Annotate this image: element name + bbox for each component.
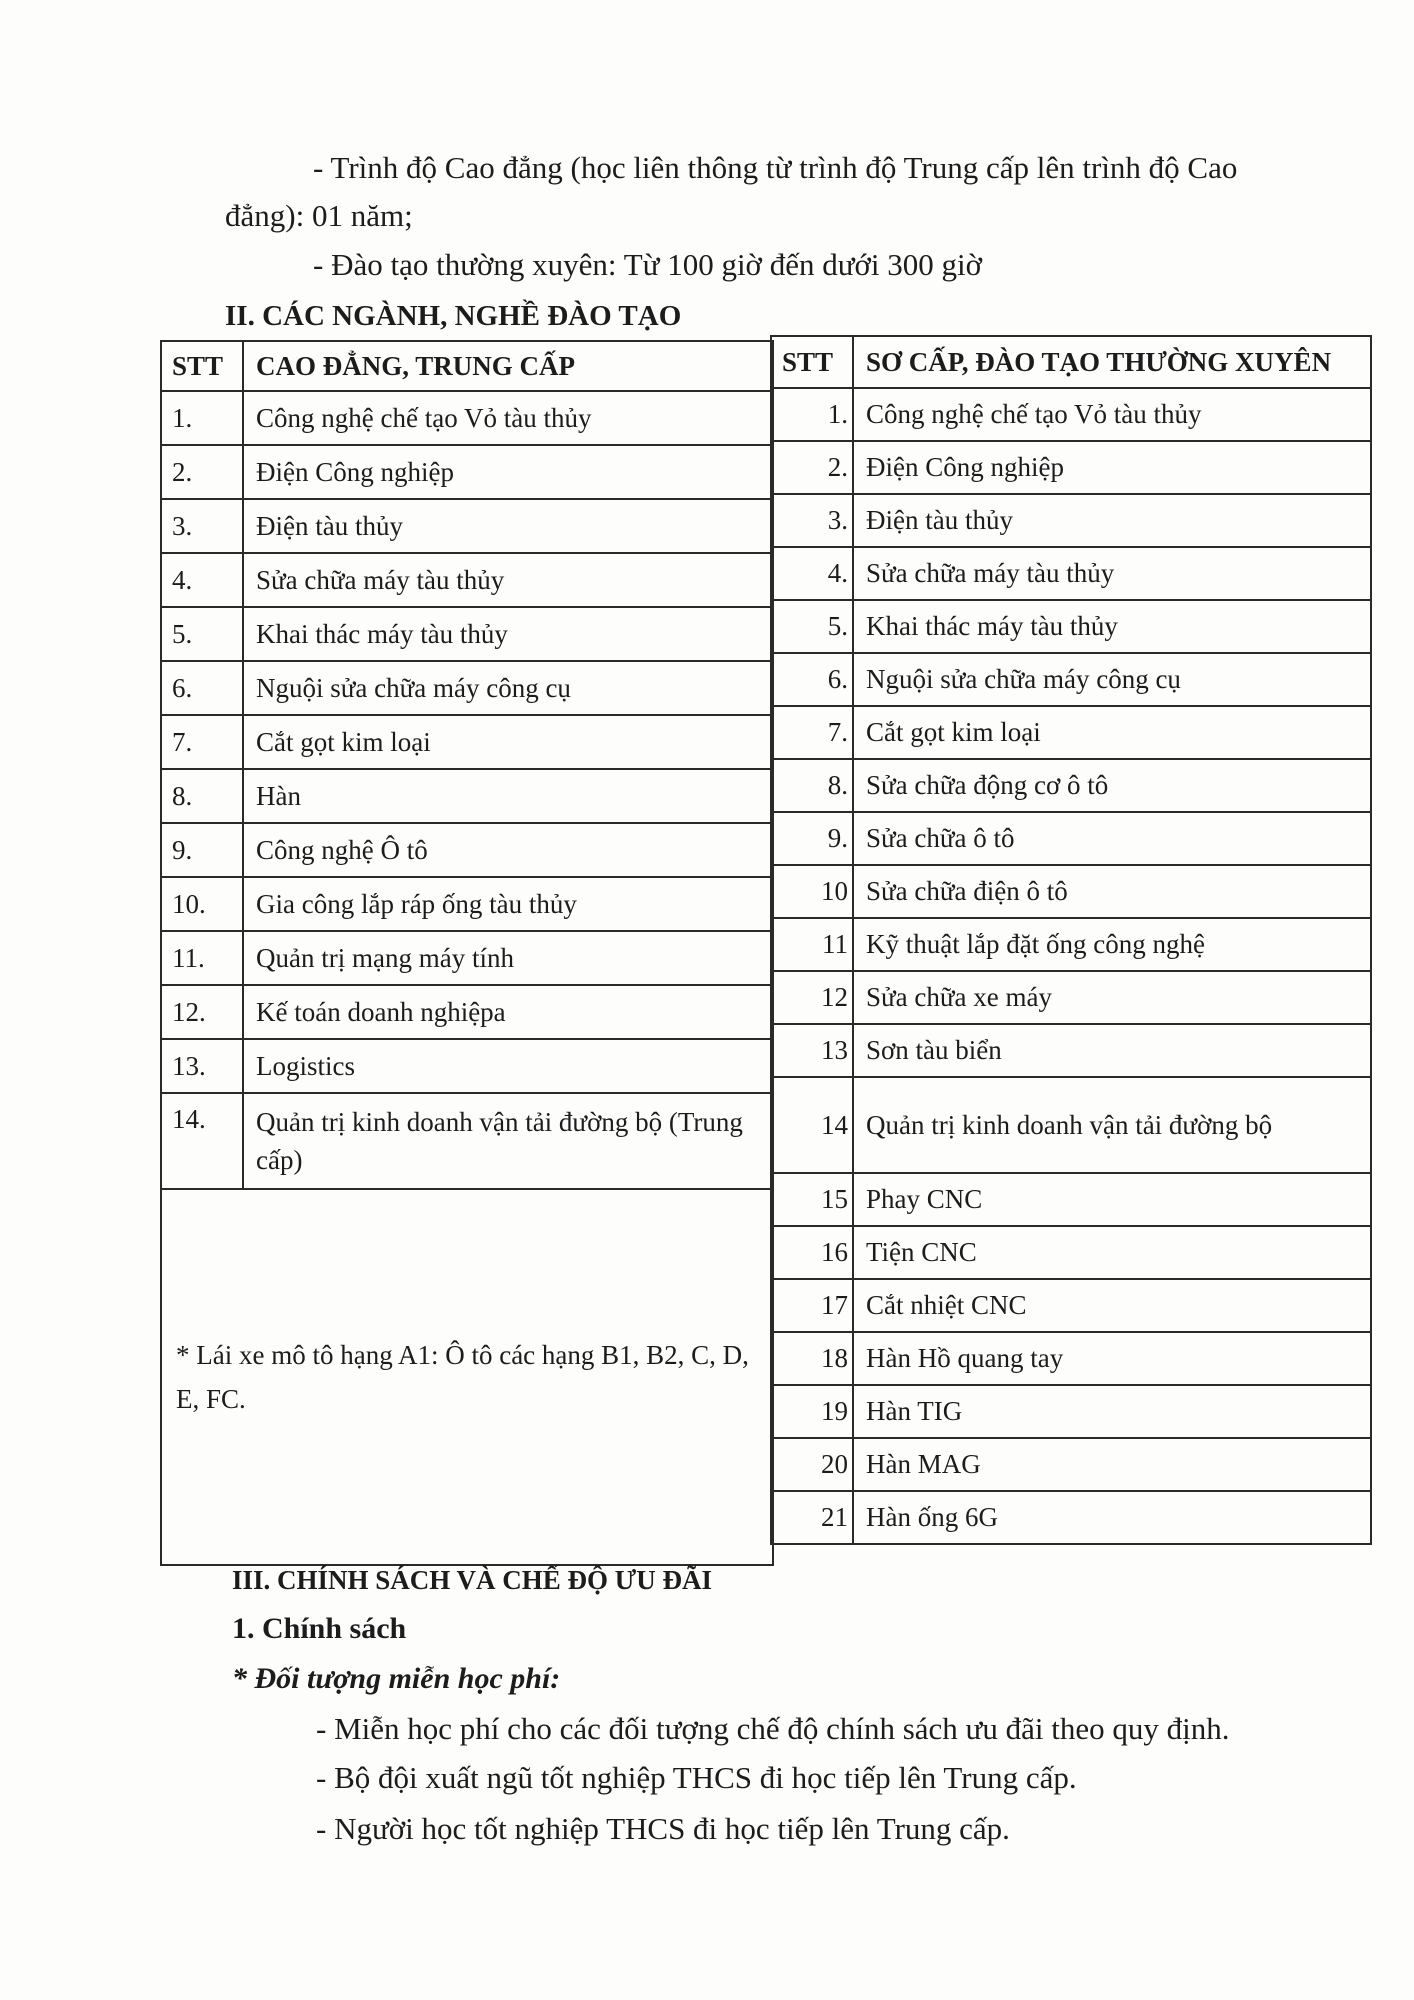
note-row xyxy=(161,1189,773,1565)
table-row xyxy=(771,1077,1371,1173)
row-stt: 18 xyxy=(771,1332,853,1385)
row-name: Quản trị kinh doanh vận tải đường bộ (Trung cấp) xyxy=(243,1093,773,1189)
table-row xyxy=(771,494,1371,547)
row-stt: 16 xyxy=(771,1226,853,1279)
table-row xyxy=(771,600,1371,653)
row-name: Gia công lắp ráp ống tàu thủy xyxy=(243,877,773,931)
row-stt: 19 xyxy=(771,1385,853,1438)
exempt-item: - Người học tốt nghiệp THCS đi học tiếp lên Trung cấp. xyxy=(316,1811,1010,1846)
row-name: Phay CNC xyxy=(853,1173,1371,1226)
intro-line-1: - Trình độ Cao đẳng (học liên thông từ trình độ Trung cấp lên trình độ Cao xyxy=(313,150,1238,185)
row-stt: 6. xyxy=(771,653,853,706)
table-row xyxy=(771,1491,1371,1544)
row-name: Cắt gọt kim loại xyxy=(243,715,773,769)
table-row xyxy=(161,877,773,931)
row-name: Điện Công nghiệp xyxy=(243,445,773,499)
row-name: Công nghệ chế tạo Vỏ tàu thủy xyxy=(853,388,1371,441)
table-row xyxy=(771,441,1371,494)
table-row xyxy=(771,1226,1371,1279)
table-row xyxy=(161,715,773,769)
table-row xyxy=(161,823,773,877)
driving-license-note: * Lái xe mô tô hạng A1: Ô tô các hạng B1, B2, C, D, E, FC. xyxy=(161,1189,773,1565)
table-row xyxy=(161,553,773,607)
row-stt: 10. xyxy=(161,877,243,931)
row-stt: 4. xyxy=(771,547,853,600)
left-table xyxy=(160,340,774,1566)
table-row xyxy=(161,1093,773,1189)
table-row xyxy=(771,865,1371,918)
table-row xyxy=(161,769,773,823)
row-stt: 11 xyxy=(771,918,853,971)
left-header-stt: STT xyxy=(161,341,243,391)
table-row xyxy=(771,1024,1371,1077)
row-name: Hàn ống 6G xyxy=(853,1491,1371,1544)
row-stt: 12 xyxy=(771,971,853,1024)
row-name: Công nghệ chế tạo Vỏ tàu thủy xyxy=(243,391,773,445)
row-stt: 8. xyxy=(771,759,853,812)
table-row xyxy=(771,759,1371,812)
row-name: Sửa chữa máy tàu thủy xyxy=(243,553,773,607)
row-stt: 9. xyxy=(771,812,853,865)
row-name: Nguội sửa chữa máy công cụ xyxy=(853,653,1371,706)
row-name: Nguội sửa chữa máy công cụ xyxy=(243,661,773,715)
exempt-item: - Bộ đội xuất ngũ tốt nghiệp THCS đi học tiếp lên Trung cấp. xyxy=(316,1760,1077,1795)
table-row xyxy=(161,985,773,1039)
table-row xyxy=(161,931,773,985)
row-stt: 20 xyxy=(771,1438,853,1491)
row-stt: 2. xyxy=(161,445,243,499)
row-name: Điện tàu thủy xyxy=(243,499,773,553)
intro-line-3: - Đào tạo thường xuyên: Từ 100 giờ đến dưới 300 giờ xyxy=(313,247,983,282)
row-name: Cắt gọt kim loại xyxy=(853,706,1371,759)
row-stt: 1. xyxy=(161,391,243,445)
row-stt: 15 xyxy=(771,1173,853,1226)
row-name: Hàn Hồ quang tay xyxy=(853,1332,1371,1385)
row-name: Kỹ thuật lắp đặt ống công nghệ xyxy=(853,918,1371,971)
table-row xyxy=(161,661,773,715)
table-row xyxy=(771,653,1371,706)
right-header-title: SƠ CẤP, ĐÀO TẠO THƯỜNG XUYÊN xyxy=(853,336,1371,388)
row-stt: 5. xyxy=(161,607,243,661)
row-stt: 17 xyxy=(771,1279,853,1332)
row-name: Khai thác máy tàu thủy xyxy=(853,600,1371,653)
row-name: Hàn xyxy=(243,769,773,823)
row-name: Hàn TIG xyxy=(853,1385,1371,1438)
row-stt: 3. xyxy=(161,499,243,553)
exempt-item: - Miễn học phí cho các đối tượng chế độ chính sách ưu đãi theo quy định. xyxy=(316,1711,1230,1746)
row-name: Quản trị mạng máy tính xyxy=(243,931,773,985)
table-row xyxy=(771,971,1371,1024)
table-row xyxy=(771,812,1371,865)
table-row xyxy=(771,918,1371,971)
row-name: Hàn MAG xyxy=(853,1438,1371,1491)
row-stt: 21 xyxy=(771,1491,853,1544)
row-name: Công nghệ Ô tô xyxy=(243,823,773,877)
table-row xyxy=(771,547,1371,600)
table-row xyxy=(771,706,1371,759)
row-stt: 6. xyxy=(161,661,243,715)
row-stt: 2. xyxy=(771,441,853,494)
row-name: Sửa chữa ô tô xyxy=(853,812,1371,865)
left-header-title: CAO ĐẲNG, TRUNG CẤP xyxy=(243,341,773,391)
row-name: Sơn tàu biển xyxy=(853,1024,1371,1077)
section-2-title: II. CÁC NGÀNH, NGHỀ ĐÀO TẠO xyxy=(225,300,682,332)
table-row xyxy=(161,445,773,499)
row-stt: 11. xyxy=(161,931,243,985)
row-stt: 9. xyxy=(161,823,243,877)
row-stt: 7. xyxy=(161,715,243,769)
row-name: Tiện CNC xyxy=(853,1226,1371,1279)
row-name: Điện Công nghiệp xyxy=(853,441,1371,494)
row-stt: 10 xyxy=(771,865,853,918)
row-stt: 13. xyxy=(161,1039,243,1093)
row-name: Khai thác máy tàu thủy xyxy=(243,607,773,661)
row-stt: 5. xyxy=(771,600,853,653)
row-name: Sửa chữa máy tàu thủy xyxy=(853,547,1371,600)
table-row xyxy=(771,1279,1371,1332)
right-table xyxy=(770,335,1372,1545)
intro-line-2: đẳng): 01 năm; xyxy=(225,198,413,233)
table-row xyxy=(771,1438,1371,1491)
row-name: Quản trị kinh doanh vận tải đường bộ xyxy=(853,1077,1371,1173)
row-name: Điện tàu thủy xyxy=(853,494,1371,547)
row-stt: 1. xyxy=(771,388,853,441)
section-3-title: III. CHÍNH SÁCH VÀ CHẾ ĐỘ ƯU ĐÃI xyxy=(232,1565,713,1595)
row-name: Kế toán doanh nghiệpa xyxy=(243,985,773,1039)
row-name: Sửa chữa động cơ ô tô xyxy=(853,759,1371,812)
table-row xyxy=(771,388,1371,441)
row-stt: 13 xyxy=(771,1024,853,1077)
left-table-header xyxy=(161,341,773,391)
table-row xyxy=(161,1039,773,1093)
exempt-title: * Đối tượng miễn học phí: xyxy=(232,1662,561,1695)
right-table-header xyxy=(771,336,1371,388)
row-stt: 12. xyxy=(161,985,243,1039)
table-row xyxy=(161,499,773,553)
row-stt: 4. xyxy=(161,553,243,607)
table-row xyxy=(771,1385,1371,1438)
row-name: Sửa chữa xe máy xyxy=(853,971,1371,1024)
row-stt: 8. xyxy=(161,769,243,823)
table-row xyxy=(771,1173,1371,1226)
row-stt: 14 xyxy=(771,1077,853,1173)
table-row xyxy=(161,391,773,445)
row-stt: 3. xyxy=(771,494,853,547)
table-row xyxy=(161,607,773,661)
subsection-1-title: 1. Chính sách xyxy=(232,1612,407,1645)
row-stt: 7. xyxy=(771,706,853,759)
row-name: Logistics xyxy=(243,1039,773,1093)
row-name: Cắt nhiệt CNC xyxy=(853,1279,1371,1332)
right-header-stt: STT xyxy=(771,336,853,388)
table-row xyxy=(771,1332,1371,1385)
row-stt: 14. xyxy=(161,1093,243,1189)
row-name: Sửa chữa điện ô tô xyxy=(853,865,1371,918)
